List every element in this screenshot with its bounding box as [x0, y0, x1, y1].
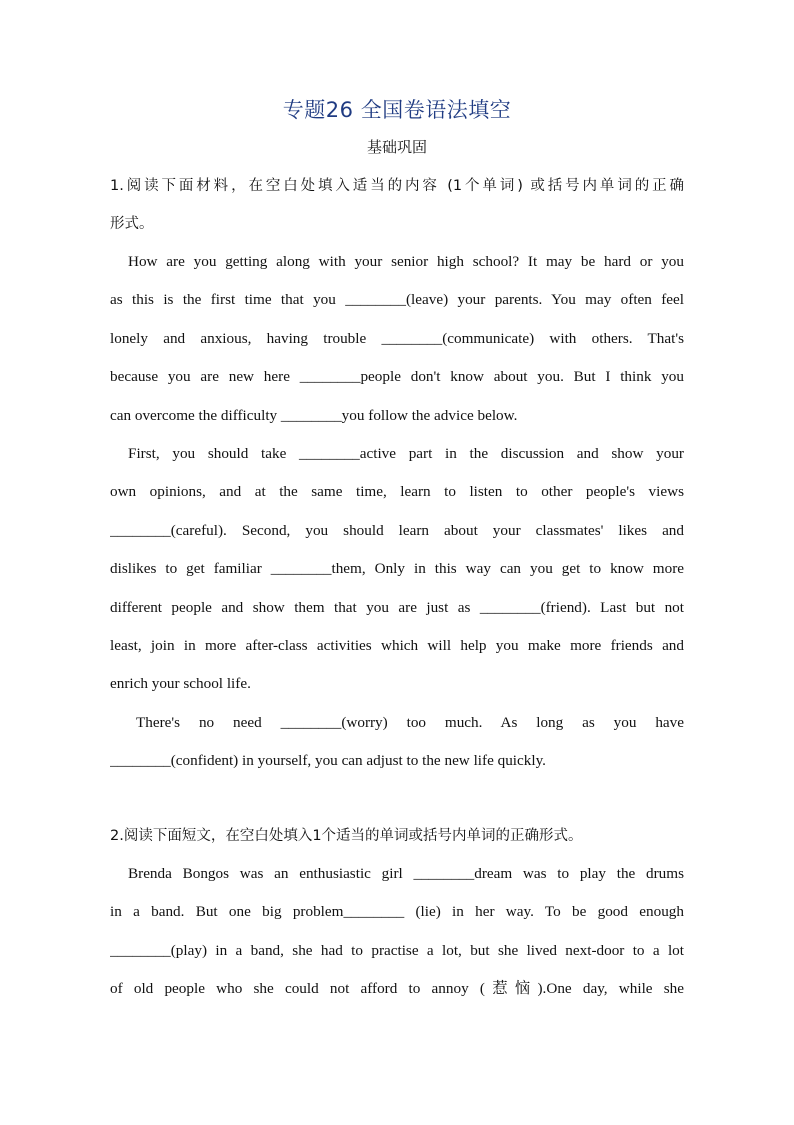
passage-line: dislikes to get familiar ________them, Only in this way can you get to know more [110, 560, 684, 578]
passage-line: ________(play) in a band, she had to practise a lot, but she lived next-door to a lot [110, 941, 684, 959]
section1-instruction [110, 167, 684, 244]
instruction-line: 2.阅读下面短文，在空白处填入1个适当的单词或括号内单词的正确形式。 [110, 828, 583, 844]
passage-line: ________(careful). Second, you should learn about your classmates' likes and [110, 521, 684, 539]
passage-line: different people and show them that you are just as ________(friend). Last but not [110, 598, 684, 616]
instruction-line: 形式。 [110, 216, 154, 233]
document-subtitle: 基础巩固 [366, 138, 427, 156]
passage-line: as this is the first time that you ________(leave) your parents. You may often feel [110, 291, 684, 309]
passage-line: lonely and anxious, having trouble ________(communicate) with others. That's [110, 329, 684, 347]
passage-line: How are you getting along with your senior high school? It may be hard or you [128, 253, 684, 270]
document-title: 专题26 全国卷语法填空 [282, 98, 512, 122]
passage-line: because you are new here ________people don't know about you. But I think you [110, 368, 684, 386]
passage-line: First, you should take ________active part in the discussion and show your [128, 444, 684, 462]
passage-line: own opinions, and at the same time, learn to listen to other people's views [110, 483, 684, 501]
section2-instruction [110, 817, 684, 855]
passage-line: Brenda Bongos was an enthusiastic girl ________dream was to play the drums [128, 865, 684, 882]
passage-line: of old people who she could not afford to annoy (惹恼).One day, while she [110, 980, 684, 998]
passage-line: in a band. But one big problem________ (lie) in her way. To be good enough [110, 903, 684, 921]
passage-line: enrich your school life. [110, 675, 251, 693]
passage-line: can overcome the difficulty ________you follow the advice below. [110, 406, 518, 424]
section2-passage [110, 855, 684, 1009]
section1-passage [110, 243, 684, 780]
passage-line: ________(confident) in yourself, you can adjust to the new life quickly. [110, 752, 546, 770]
instruction-line: 1.阅读下面材料，在空白处填入适当的内容 (1个单词) 或括号内单词的正确 [110, 178, 684, 194]
passage-line: There's no need ________(worry) too much. As long as you have [136, 713, 684, 731]
passage-line: least, join in more after-class activities which will help you make more friends and [110, 636, 684, 654]
